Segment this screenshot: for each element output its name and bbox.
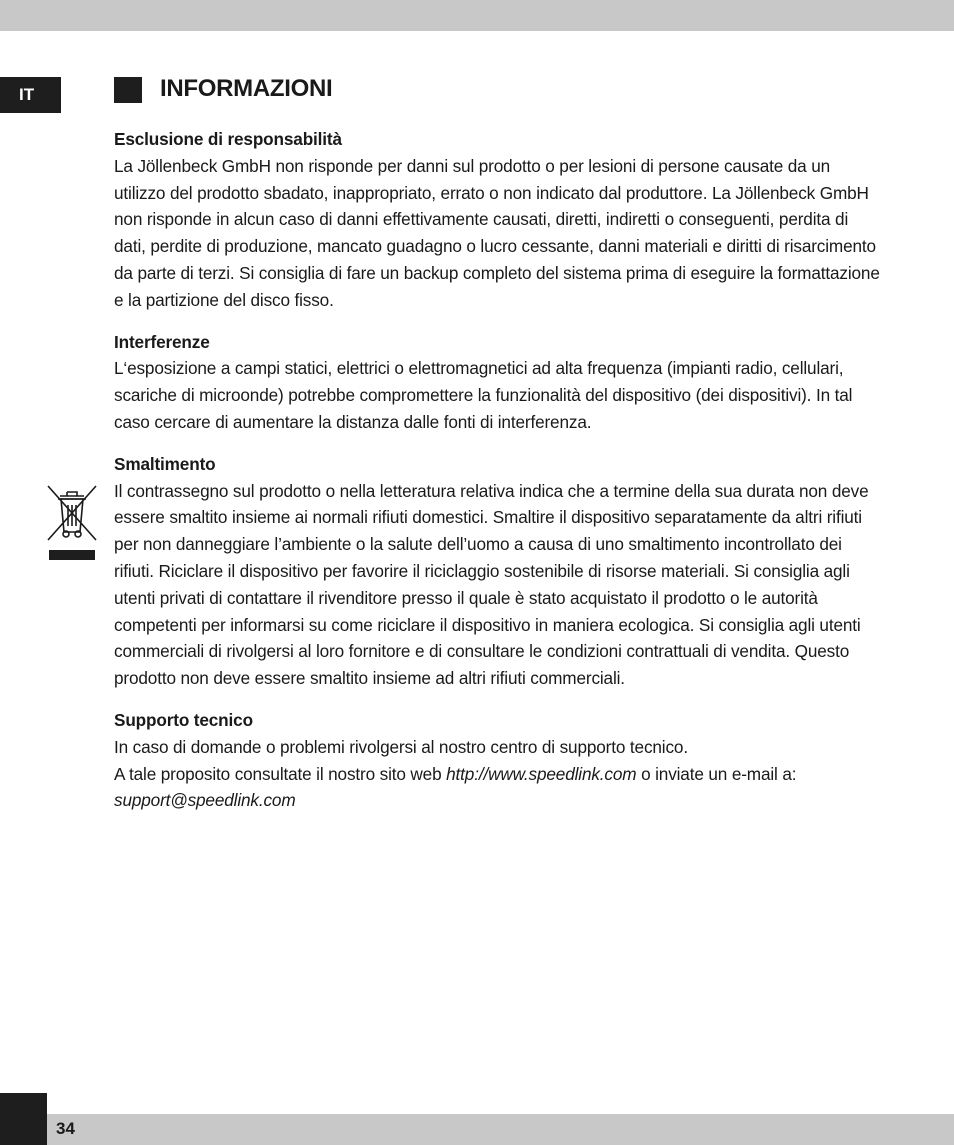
page-number: 34 [56,1119,75,1138]
disclaimer-heading: Esclusione di responsabilità [114,129,342,149]
language-tab-label: IT [19,85,35,104]
disposal-heading: Smaltimento [114,453,216,474]
footer-band [47,1114,954,1145]
support-text-line1: In caso di domande o problemi rivolgersi al nostro centro di supporto tecnico. [114,736,688,757]
website-link[interactable]: http://www.speedlink.com [446,763,637,784]
disclaimer-section [114,126,884,314]
support-heading: Supporto tecnico [114,709,253,730]
interference-heading: Interferenze [114,331,210,352]
disposal-section [114,451,884,692]
support-text-line2 [114,761,884,788]
page-title: INFORMAZIONI [160,75,333,102]
section-marker-square [114,77,142,103]
email-link[interactable]: support@speedlink.com [114,790,296,811]
disposal-text: Il contrassegno sul prodotto o nella letteratura relativa indica che a termine della sua durata non deve essere smaltito insieme ai normali rifiuti domestici. Smaltire il dispositivo separatamente da altri rifiuti per non danneggiare l’ambiente o la salute dell’uomo a causa di uno smaltimento incontrollato dei rifiuti. Riciclare il dispositivo per favorire il riciclaggio sostenibile di risorse materiali. Si consiglia agli utenti privati di contattare il rivenditore presso il quale è stato acquistato il prodotto o le autorità competenti per informarsi su come riciclare il dispositivo in maniera ecologica. Si consiglia agli utenti commerciali di rivolgersi al loro fornitore e di consultare le condizioni contrattuali di vendita. Questo prodotto non deve essere smaltito insieme ad altri rifiuti commerciali. [114,480,869,689]
support-line2-prefix: A tale proposito consultate il nostro sito web [114,763,447,784]
top-header-band [0,0,954,31]
footer-black-block [0,1093,47,1145]
interference-text: L‘esposizione a campi statici, elettrici o elettromagnetici ad alta frequenza (impianti radio, cellulari, scariche di microonde) potrebbe compromettere la funzionalità del dispositivo (dei dispositivi). In tal caso cercare di aumentare la distanza dalle fonti di interferenza. [114,358,853,432]
content-column [114,126,884,829]
interference-section [114,329,884,436]
crossed-out-wheelie-bin-icon [46,484,98,562]
support-section [114,707,884,814]
support-line2-suffix: o inviate un e-mail a: [636,763,797,784]
language-tab [0,77,61,113]
support-email-line [114,787,884,814]
disclaimer-text: La Jöllenbeck GmbH non risponde per danni sul prodotto o per lesioni di persone causate da un utilizzo del prodotto sbadato, inappropriato, errato o non indicato dal produttore. La Jöllenbeck GmbH non risponde in alcun caso di danni effettivamente causati, diretti, indiretti o conseguenti, perdita di dati, perdite di produzione, mancato guadagno o lucro cessante, danni materiali e diritti di risarcimento da parte di terzi. Si consiglia di fare un backup completo del sistema prima di eseguire la formattazione e la partizione del disco fisso. [114,155,880,310]
